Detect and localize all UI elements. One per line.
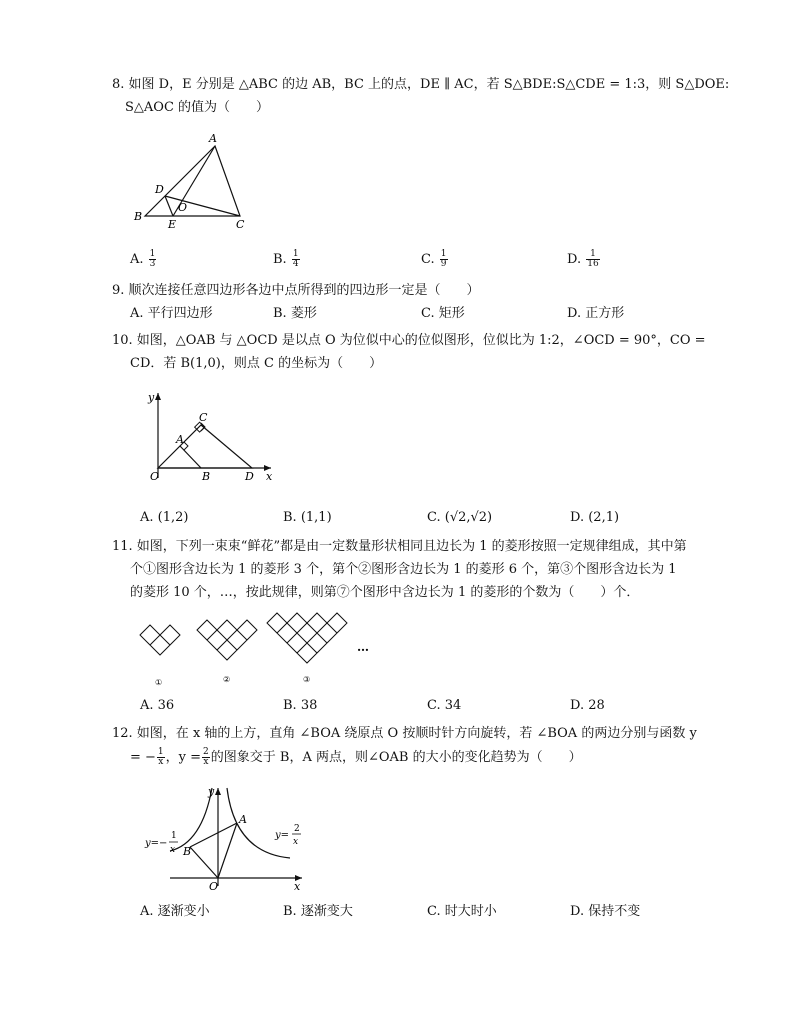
q10-label-d: D [245,470,254,483]
q12-right-num: 2 [294,824,300,834]
q11-shape-3 [267,613,347,663]
q11-label-1: ① [155,678,163,687]
q12-right-eq: y= [275,830,290,841]
q10-label-b: B [202,470,211,483]
q12-label-y: y [208,785,215,798]
q10-segment-ab [180,446,201,468]
q8-triangle-abc [145,146,240,216]
q8-label-o: O [178,201,188,214]
q8-triangle-figure [130,128,260,233]
q8-label-b: B [134,210,143,223]
q12-left-den: x [170,845,176,855]
q9-option-b[interactable]: B. 菱形 [273,306,317,321]
q10-option-a[interactable]: A. (1,2) [140,510,189,525]
q8-segment-de [165,196,173,216]
q12-label-o: O [209,880,219,893]
q8-label-a: A [209,132,217,145]
q10-option-b[interactable]: B. (1,1) [283,510,332,525]
q10-option-c[interactable]: C. (√2,√2) [427,510,493,525]
q9-option-c[interactable]: C. 矩形 [421,306,465,321]
q12-option-b[interactable]: B. 逐渐变大 [283,904,353,919]
q8-label-d: D [155,183,164,196]
q10-label-a: A [176,433,184,446]
q11-rhombus-figure [135,610,380,690]
q10-label-y: y [148,391,155,404]
q12-label-b: B [183,845,192,858]
q10-triangle-ocd [158,425,252,468]
q12-option-d[interactable]: D. 保持不变 [570,904,641,919]
q9-option-a[interactable]: A. 平行四边形 [130,306,213,321]
q12-option-c[interactable]: C. 时大时小 [427,904,497,919]
q8-option-c[interactable]: C. $\frac{1}{9}$ [421,249,447,269]
q8-option-a[interactable]: A. $\frac{1}{3}$ [130,249,156,269]
q11-ellipsis: … [357,640,369,654]
q10-stem-line2: CD．若 B(1,0)，则点 C 的坐标为（ ） [130,356,383,371]
q11-label-2: ② [223,675,231,684]
q8-segment-dc [165,196,240,216]
q12-label-x: x [294,880,301,893]
q11-option-c[interactable]: C. 34 [427,698,462,713]
q12-left-eq: y=− [145,838,168,849]
q12-stem-line1: 12. 如图，在 x 轴的上方，直角 ∠BOA 绕原点 O 按顺时针方向旋转，若 ∠BOA 的两边分别与函数 y [112,726,697,741]
q9-option-d[interactable]: D. 正方形 [567,306,625,321]
q11-stem-line1: 11. 如图，下列一束束“鲜花”都是由一定数量形状相同且边长为 1 的菱形按照一定规律组成，其中第 [112,539,687,554]
q10-coordinate-figure [143,388,278,488]
q8-stem-line1: 8. 如图 D，E 分别是 △ABC 的边 AB，BC 上的点，DE ∥ AC，若 S△BDE:S△CDE = 1:3，则 S△DOE: [112,77,730,92]
q12-label-a: A [239,813,247,826]
q10-label-c: C [199,411,208,424]
q12-stem-line2: = − $\frac{1}{x}$ ，y = $\frac{2}{x}$ 的图象交于 B，A 两点，则∠OAB 的大小的变化趋势为（ ） [130,747,582,767]
q12-hyperbola-figure [140,783,310,893]
q8-label-e: E [168,218,177,231]
q10-label-o: O [150,470,160,483]
q11-shape-2 [197,620,257,660]
q11-label-3: ③ [303,675,311,684]
q9-stem-line1: 9. 顺次连接任意四边形各边中点所得到的四边形一定是（ ） [112,283,480,298]
q11-option-a[interactable]: A. 36 [140,698,175,713]
q12-left-num: 1 [171,831,177,841]
q12-right-den: x [293,837,299,847]
q11-stem-line3: 的菱形 10 个，…，按此规律，则第⑦个图形中含边长为 1 的菱形的个数为（ ）个． [130,585,640,600]
q8-label-c: C [236,218,245,231]
q12-segment-ob [190,847,218,878]
q11-option-b[interactable]: B. 38 [283,698,318,713]
q11-option-d[interactable]: D. 28 [570,698,605,713]
q11-shape-1 [140,625,180,655]
q10-label-x: x [266,470,273,483]
q12-curve-left [170,788,212,851]
q10-option-d[interactable]: D. (2,1) [570,510,620,525]
q10-stem-line1: 10. 如图，△OAB 与 △OCD 是以点 O 为位似中心的位似图形，位似比为 1:2，∠OCD = 90°，CO = [112,333,706,348]
q8-option-d[interactable]: D. $\frac{1}{16}$ [567,249,599,269]
q12-option-a[interactable]: A. 逐渐变小 [140,904,210,919]
q8-option-b[interactable]: B. $\frac{1}{4}$ [273,249,299,269]
q11-stem-line2: 个①图形含边长为 1 的菱形 3 个，第个②图形含边长为 1 的菱形 6 个，第③个图形含边长为 1 [130,562,677,577]
q8-stem-line2: S△AOC 的值为（ ） [125,100,270,115]
